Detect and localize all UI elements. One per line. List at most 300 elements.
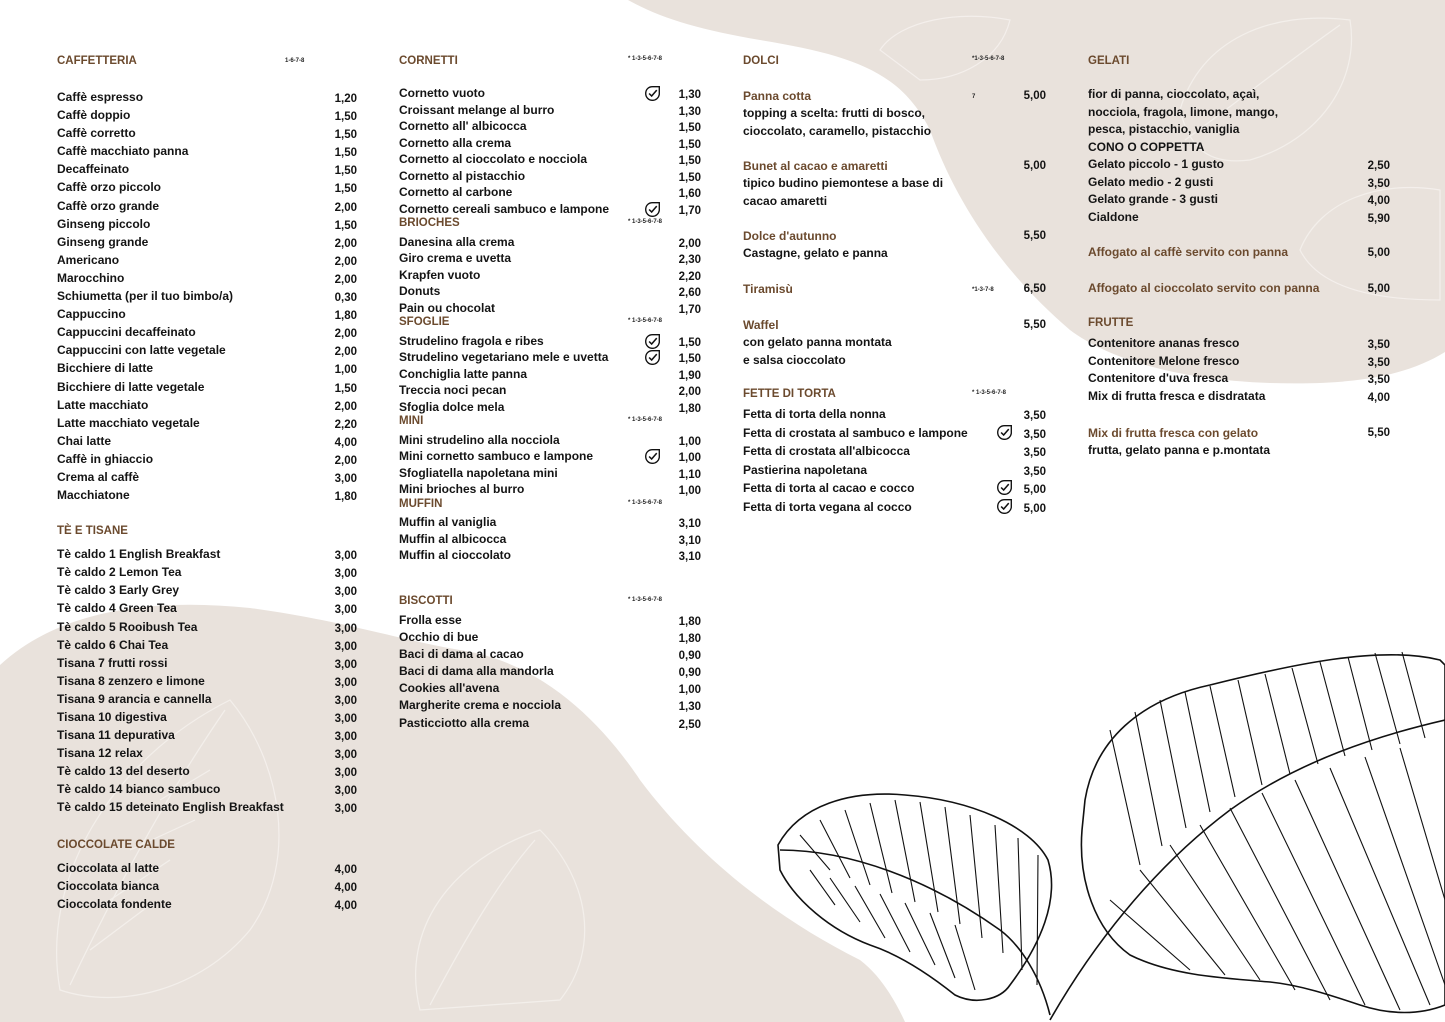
dessert-desc-line: con gelato panna montata xyxy=(743,335,892,349)
menu-item xyxy=(1088,353,1390,371)
menu-item-price: 2,00 xyxy=(334,454,357,467)
menu-item xyxy=(743,405,1046,424)
dessert-desc-line: e salsa cioccolato xyxy=(743,352,846,367)
menu-item xyxy=(57,396,357,414)
menu-item-name: Occhio di bue xyxy=(399,629,479,644)
menu-item-name: Tisana 8 zenzero e limone xyxy=(57,673,205,688)
menu-item xyxy=(399,349,701,366)
menu-item xyxy=(57,654,357,672)
menu-item xyxy=(57,599,357,617)
menu-item-price: 3,00 xyxy=(334,803,357,816)
list-cioccolate xyxy=(57,859,357,913)
menu-item-price: 1,50 xyxy=(334,165,357,178)
dessert-price: 5,00 xyxy=(1023,90,1046,102)
list-mini xyxy=(399,432,701,498)
section-title-frutte: FRUTTE xyxy=(1088,317,1134,329)
menu-item xyxy=(57,798,357,816)
allergen-codes-sfoglie: * 1-3-5-6-7-8 xyxy=(628,318,663,324)
menu-item-price: 2,20 xyxy=(678,270,701,283)
menu-item-price: 2,00 xyxy=(334,273,357,286)
menu-item-price: 1,00 xyxy=(678,684,701,697)
menu-item xyxy=(399,531,701,548)
menu-item xyxy=(57,618,357,636)
section-sfoglie xyxy=(399,316,701,333)
menu-item xyxy=(743,442,1046,461)
menu-item-price: 1,80 xyxy=(678,615,701,628)
menu-item-name: Krapfen vuoto xyxy=(399,267,481,282)
menu-item-name: Margherite crema e nocciola xyxy=(399,698,562,713)
menu-item-price: 3,50 xyxy=(1367,356,1390,369)
menu-item-name: Strudelino fragola e ribes xyxy=(399,333,544,348)
menu-item-price: 3,00 xyxy=(334,550,357,563)
menu-item-name: Mini cornetto sambuco e lampone xyxy=(399,449,594,463)
menu-item-price: 0,30 xyxy=(334,292,357,305)
menu-item-price: 1,10 xyxy=(678,468,701,481)
dessert-name: Panna cotta xyxy=(743,89,812,103)
menu-item-name: Mini strudelino alla nocciola xyxy=(399,432,560,447)
menu-item-name: Cappuccini con latte vegetale xyxy=(57,343,226,358)
mix-price: 5,50 xyxy=(1367,427,1390,439)
list-fette xyxy=(743,405,1046,517)
list-te-tisane xyxy=(57,545,357,816)
menu-item xyxy=(57,142,357,160)
menu-item-price: 1,80 xyxy=(678,402,701,415)
menu-item xyxy=(399,118,701,135)
menu-item-name: Contenitore d'uva fresca xyxy=(1088,371,1229,385)
menu-item-price: 1,00 xyxy=(334,364,357,377)
menu-item-price: 1,60 xyxy=(678,188,701,200)
menu-item xyxy=(57,414,357,432)
menu-item-price: 3,00 xyxy=(334,713,357,725)
allergen-codes-cornetti: * 1-3-5-6-7-8 xyxy=(628,56,663,62)
section-title-brioches: BRIOCHES xyxy=(399,217,460,229)
menu-item xyxy=(57,251,357,269)
menu-item-name: Mix di frutta fresca e disdratata xyxy=(1088,388,1266,403)
section-mini xyxy=(399,415,701,432)
menu-item xyxy=(57,378,357,396)
menu-item-name: Fetta di crostata al sambuco e lampone xyxy=(743,425,968,440)
menu-item-name: Cornetto vuoto xyxy=(399,86,485,100)
column-gelati-frutte xyxy=(1088,52,1390,460)
menu-item-name: Marocchino xyxy=(57,270,125,285)
menu-item xyxy=(399,184,701,201)
menu-item xyxy=(399,382,701,399)
menu-item xyxy=(57,486,357,504)
menu-item-price: 1,50 xyxy=(678,138,701,151)
menu-item-price: 1,30 xyxy=(678,89,701,101)
menu-item xyxy=(57,359,357,377)
menu-item xyxy=(399,448,701,465)
menu-item-price: 3,00 xyxy=(334,749,357,762)
menu-item-price: 2,50 xyxy=(1367,160,1390,172)
section-title-gelati: GELATI xyxy=(1088,55,1130,67)
menu-item-name: Gelato medio - 2 gusti xyxy=(1088,174,1214,189)
section-title-muffin: MUFFIN xyxy=(399,497,443,510)
menu-item-price: 1,50 xyxy=(334,219,357,232)
menu-item-price: 3,50 xyxy=(1367,177,1390,190)
menu-item-name: Gelato grande - 3 gusti xyxy=(1088,192,1219,206)
section-title-caffetteria: CAFFETTERIA xyxy=(57,55,137,67)
menu-item-price: 2,30 xyxy=(678,254,701,266)
menu-item xyxy=(399,201,701,218)
menu-item-name: Caffè orzo piccolo xyxy=(57,180,162,195)
menu-item xyxy=(57,708,357,726)
dessert-price: 5,50 xyxy=(1023,319,1046,331)
menu-item-price: 2,00 xyxy=(334,328,357,341)
menu-item-price: 3,00 xyxy=(334,640,357,653)
dessert-autunno xyxy=(743,228,1046,281)
menu-item-name: Cappuccino xyxy=(57,307,126,322)
vegan-leaf-icon xyxy=(644,85,661,102)
menu-item-price: 1,80 xyxy=(334,491,357,504)
column-caffetteria-te-cioccolate xyxy=(57,52,357,913)
section-title-cioccolate: CIOCCOLATE CALDE xyxy=(57,838,175,851)
menu-item xyxy=(57,432,357,450)
menu-item-price: 3,00 xyxy=(334,785,357,798)
allergen-codes-muffin: * 1-3-5-6-7-8 xyxy=(628,499,663,506)
section-title-cornetti: CORNETTI xyxy=(399,55,458,67)
affogato-cioccolato xyxy=(1088,281,1390,317)
menu-item xyxy=(743,479,1046,498)
section-frutte xyxy=(1088,317,1390,335)
menu-item-price: 3,00 xyxy=(334,622,357,635)
menu-item-price: 1,70 xyxy=(678,204,701,217)
menu-item xyxy=(57,690,357,708)
column-cornetti-biscotti xyxy=(399,52,701,732)
menu-item xyxy=(57,726,357,744)
section-title-sfoglie: SFOGLIE xyxy=(399,316,450,328)
menu-item-price: 4,00 xyxy=(334,881,357,894)
menu-item-name: Mini brioches al burro xyxy=(399,482,525,496)
menu-item-price: 3,00 xyxy=(334,658,357,671)
menu-item-name: Muffin al albicocca xyxy=(399,531,507,546)
menu-item-name: Sfoglia dolce mela xyxy=(399,399,505,414)
menu-item-price: 4,00 xyxy=(334,899,357,912)
menu-item-price: 3,50 xyxy=(1023,447,1046,460)
menu-item xyxy=(57,323,357,341)
menu-item-name: Pasticciotto alla crema xyxy=(399,715,530,730)
menu-item xyxy=(1088,174,1390,192)
menu-item xyxy=(399,267,701,284)
dessert-name: Waffel xyxy=(743,318,779,332)
menu-item-price: 1,30 xyxy=(678,701,701,714)
menu-item-price: 2,00 xyxy=(678,386,701,398)
menu-item-price: 1,00 xyxy=(678,485,701,497)
column-dolci-fette xyxy=(743,52,1046,517)
menu-item xyxy=(399,697,701,714)
menu-item xyxy=(57,780,357,798)
menu-item-price: 3,00 xyxy=(334,767,357,780)
menu-item-name: Americano xyxy=(57,252,120,267)
menu-item xyxy=(57,287,357,305)
allergen-codes-caffetteria: 1-6-7-8 xyxy=(285,58,305,64)
menu-item-name: Crema al caffè xyxy=(57,469,140,484)
section-title-mini: MINI xyxy=(399,415,424,427)
menu-item-name: Tè caldo 4 Green Tea xyxy=(57,601,177,616)
section-gelati xyxy=(1088,52,1390,86)
menu-item-price: 2,00 xyxy=(334,255,357,268)
menu-item-name: Tè caldo 15 deteinato English Breakfast xyxy=(57,800,284,815)
menu-item-name: Muffin al cioccolato xyxy=(399,548,512,562)
menu-item xyxy=(57,545,357,563)
section-title-fette: FETTE DI TORTA xyxy=(743,388,836,400)
menu-item-price: 1,50 xyxy=(334,129,357,142)
menu-item xyxy=(399,432,701,449)
mix-frutta-gelato xyxy=(1088,425,1390,460)
menu-item-price: 1,50 xyxy=(678,336,701,349)
allergen-codes-fette: * 1-3-5-6-7-8 xyxy=(972,390,1007,396)
dessert-name: Dolce d'autunno xyxy=(743,229,837,243)
menu-item-name: Caffè corretto xyxy=(57,126,136,141)
menu-item-name: Donuts xyxy=(399,284,441,298)
menu-item-price: 1,20 xyxy=(334,93,357,105)
menu-item-price: 2,00 xyxy=(334,201,357,214)
menu-item-name: Cappuccini decaffeinato xyxy=(57,325,196,340)
menu-item-name: Baci di dama al cacao xyxy=(399,646,524,661)
menu-item xyxy=(1088,191,1390,209)
menu-item xyxy=(399,465,701,482)
menu-item xyxy=(57,581,357,599)
menu-item-price: 1,00 xyxy=(678,452,701,464)
vegan-leaf-icon xyxy=(996,498,1013,515)
menu-item-name: Fetta di torta vegana al cocco xyxy=(743,499,912,514)
menu-item-price: 3,50 xyxy=(1367,339,1390,351)
menu-item-price: 1,00 xyxy=(678,435,701,448)
menu-item xyxy=(399,399,701,416)
gelati-serving-note: CONO O COPPETTA xyxy=(1088,139,1205,154)
menu-item xyxy=(57,762,357,780)
menu-item xyxy=(57,468,357,486)
menu-item-name: Tè caldo 6 Chai Tea xyxy=(57,637,169,652)
menu-item-price: 1,50 xyxy=(678,155,701,167)
menu-item-name: Fetta di torta della nonna xyxy=(743,407,886,421)
menu-item-name: Chai latte xyxy=(57,433,112,448)
vegan-leaf-icon xyxy=(996,479,1013,496)
menu-item-price: 3,50 xyxy=(1023,428,1046,441)
menu-item-price: 4,00 xyxy=(1367,195,1390,207)
menu-item-price: 3,10 xyxy=(678,551,701,563)
menu-item-name: Muffin al vaniglia xyxy=(399,515,497,529)
menu-item-name: Tè caldo 1 English Breakfast xyxy=(57,547,221,562)
section-fette xyxy=(743,388,1046,405)
leaf-illustration xyxy=(778,652,1445,1020)
menu-item xyxy=(1088,335,1390,353)
dessert-name: Tiramisù xyxy=(743,282,793,296)
dessert-desc-line: topping a scelta: frutti di bosco, xyxy=(743,106,926,120)
section-title-biscotti: BISCOTTI xyxy=(399,594,453,607)
menu-item-name: Schiumetta (per il tuo bimbo/a) xyxy=(57,289,234,304)
dessert-tiramisu xyxy=(743,281,1046,317)
menu-item-name: Baci di dama alla mandorla xyxy=(399,664,554,679)
menu-item-name: Cornetto al carbone xyxy=(399,185,513,199)
menu-item-price: 4,00 xyxy=(334,436,357,449)
menu-item-name: Cioccolata al latte xyxy=(57,860,160,875)
section-cioccolate xyxy=(57,839,357,859)
list-muffin xyxy=(399,514,701,564)
list-cornetti xyxy=(399,85,701,217)
dessert-desc-line: cioccolato, caramello, pistacchio xyxy=(743,123,932,138)
menu-item-name: Caffè macchiato panna xyxy=(57,144,189,159)
dessert-price: 5,50 xyxy=(1023,230,1046,242)
section-title-te-tisane: TÈ E TISANE xyxy=(57,525,128,538)
menu-item-name: Caffè in ghiaccio xyxy=(57,451,154,466)
menu-item xyxy=(57,124,357,142)
menu-item xyxy=(57,178,357,196)
menu-item-price: 3,00 xyxy=(334,604,357,617)
menu-item-price: 1,50 xyxy=(334,183,357,196)
menu-item xyxy=(399,715,701,732)
menu-item-name: Croissant melange al burro xyxy=(399,102,555,117)
menu-item xyxy=(399,663,701,680)
menu-item xyxy=(57,877,357,895)
menu-item xyxy=(399,300,701,317)
menu-item-price: 1,50 xyxy=(334,147,357,160)
menu-item-price: 1,70 xyxy=(678,303,701,316)
menu-item-name: Contenitore Melone fresco xyxy=(1088,353,1240,368)
menu-item-name: Cookies all'avena xyxy=(399,681,500,696)
menu-item-name: Conchiglia latte panna xyxy=(399,366,528,381)
menu-item-price: 3,00 xyxy=(334,586,357,599)
menu-item-price: 1,80 xyxy=(334,310,357,323)
menu-item xyxy=(57,160,357,178)
menu-item-name: Cornetto al cioccolato e nocciola xyxy=(399,152,588,166)
menu-item-name: Bicchiere di latte xyxy=(57,361,154,376)
menu-item xyxy=(57,88,357,106)
vegan-leaf-icon xyxy=(644,333,661,350)
list-sfoglie xyxy=(399,333,701,416)
menu-item-name: Tè caldo 3 Early Grey xyxy=(57,583,180,598)
menu-item xyxy=(1088,209,1390,227)
menu-item-name: Tè caldo 5 Rooibush Tea xyxy=(57,619,198,634)
menu-item-name: Cioccolata fondente xyxy=(57,896,172,911)
section-caffetteria xyxy=(57,52,357,88)
menu-item xyxy=(57,859,357,877)
affogato-name: Affogato al cioccolato servito con panna xyxy=(1088,281,1320,295)
menu-item-price: 2,50 xyxy=(678,718,701,731)
dessert-bunet xyxy=(743,158,1046,228)
menu-item-price: 3,50 xyxy=(1023,465,1046,478)
menu-item xyxy=(743,424,1046,443)
dessert-waffel xyxy=(743,317,1046,388)
menu-item-name: Latte macchiato xyxy=(57,397,149,412)
menu-item-name: Contenitore ananas fresco xyxy=(1088,336,1240,350)
menu-item-price: 5,90 xyxy=(1367,212,1390,225)
dessert-name: Bunet al cacao e amaretti xyxy=(743,159,888,173)
menu-item-price: 3,00 xyxy=(334,472,357,485)
menu-item xyxy=(57,636,357,654)
allergen-codes-dolci: *1-3-5-6-7-8 xyxy=(972,56,1005,62)
menu-item xyxy=(399,366,701,383)
menu-item-price: 1,50 xyxy=(678,122,701,134)
menu-item-name: Sfogliatella napoletana mini xyxy=(399,465,558,480)
menu-item-name: Cornetto al pistacchio xyxy=(399,168,526,183)
menu-item xyxy=(399,151,701,168)
section-muffin xyxy=(399,498,701,515)
menu-item-price: 2,00 xyxy=(678,237,701,250)
menu-item-price: 3,00 xyxy=(334,694,357,707)
menu-item-name: Cornetto cereali sambuco e lampone xyxy=(399,201,610,216)
menu-item-name: Ginseng grande xyxy=(57,234,149,249)
menu-item-price: 2,00 xyxy=(334,400,357,413)
vegan-leaf-icon xyxy=(644,448,661,465)
menu-item xyxy=(399,646,701,663)
menu-item-name: Frolla esse xyxy=(399,612,462,627)
menu-item xyxy=(57,563,357,581)
menu-item-price: 2,00 xyxy=(334,237,357,250)
menu-item-name: Caffè espresso xyxy=(57,90,144,104)
list-biscotti xyxy=(399,612,701,732)
menu-item-name: Macchiatone xyxy=(57,488,130,503)
menu-item-name: Ginseng piccolo xyxy=(57,216,151,231)
menu-item xyxy=(399,283,701,300)
menu-item-name: Bicchiere di latte vegetale xyxy=(57,379,205,394)
menu-item-name: Decaffeinato xyxy=(57,162,130,177)
affogato-name: Affogato al caffè servito con panna xyxy=(1088,245,1289,259)
menu-item xyxy=(399,85,701,102)
menu-item-name: Caffè doppio xyxy=(57,108,131,123)
menu-item xyxy=(57,269,357,287)
mix-name: Mix di frutta fresca con gelato xyxy=(1088,426,1259,440)
allergen-codes-panna-cotta: 7 xyxy=(972,94,976,100)
list-brioches xyxy=(399,234,701,317)
menu-item-name: Gelato piccolo - 1 gusto xyxy=(1088,157,1225,171)
menu-item-price: 3,10 xyxy=(678,534,701,547)
menu-item-name: Tisana 11 depurativa xyxy=(57,728,175,743)
menu-item xyxy=(399,547,701,564)
menu-item xyxy=(399,333,701,350)
menu-item-price: 1,50 xyxy=(334,111,357,124)
menu-item-price: 1,50 xyxy=(678,171,701,184)
section-cornetti xyxy=(399,52,701,85)
affogato-price: 5,00 xyxy=(1367,283,1390,295)
dessert-desc-line: Castagne, gelato e panna xyxy=(743,246,888,260)
menu-item xyxy=(399,234,701,251)
vegan-leaf-icon xyxy=(644,201,661,218)
menu-item-name: Cornetto all' albicocca xyxy=(399,119,527,133)
menu-item xyxy=(743,498,1046,517)
menu-item-price: 3,00 xyxy=(334,568,357,581)
menu-item-name: Caffè orzo grande xyxy=(57,198,160,213)
menu-item-name: Giro crema e uvetta xyxy=(399,251,512,265)
menu-item xyxy=(57,197,357,215)
menu-item-name: Tè caldo 13 del deserto xyxy=(57,764,190,779)
menu-item-name: Tisana 7 frutti rossi xyxy=(57,655,168,670)
menu-item-name: Danesina alla crema xyxy=(399,234,515,249)
dessert-panna-cotta xyxy=(743,88,1046,158)
section-brioches xyxy=(399,217,701,234)
allergen-codes-brioches: * 1-3-5-6-7-8 xyxy=(628,219,663,225)
menu-item-name: Pain ou chocolat xyxy=(399,300,496,315)
menu-item-price: 1,50 xyxy=(334,382,357,395)
menu-item xyxy=(57,672,357,690)
menu-item xyxy=(57,450,357,468)
menu-item-name: Tè caldo 14 bianco sambuco xyxy=(57,782,221,797)
list-gelati xyxy=(1088,156,1390,226)
allergen-codes-mini: * 1-3-5-6-7-8 xyxy=(628,417,663,423)
gelati-flavors-line: pesca, pistacchio, vaniglia xyxy=(1088,122,1240,136)
menu-item-price: 5,00 xyxy=(1023,502,1046,515)
menu-item-price: 1,80 xyxy=(678,632,701,645)
menu-item xyxy=(57,106,357,124)
menu-item-name: Cialdone xyxy=(1088,209,1139,224)
menu-item-price: 3,00 xyxy=(334,676,357,689)
gelati-flavors-line: nocciola, fragola, limone, mango, xyxy=(1088,104,1279,119)
menu-item-price: 1,30 xyxy=(678,105,701,118)
menu-item-name: Tisana 10 digestiva xyxy=(57,710,167,724)
menu-item-name: Fetta di torta al cacao e cocco xyxy=(743,481,915,496)
menu-item-name: Fetta di crostata all'albicocca xyxy=(743,444,910,459)
menu-item xyxy=(399,514,701,531)
